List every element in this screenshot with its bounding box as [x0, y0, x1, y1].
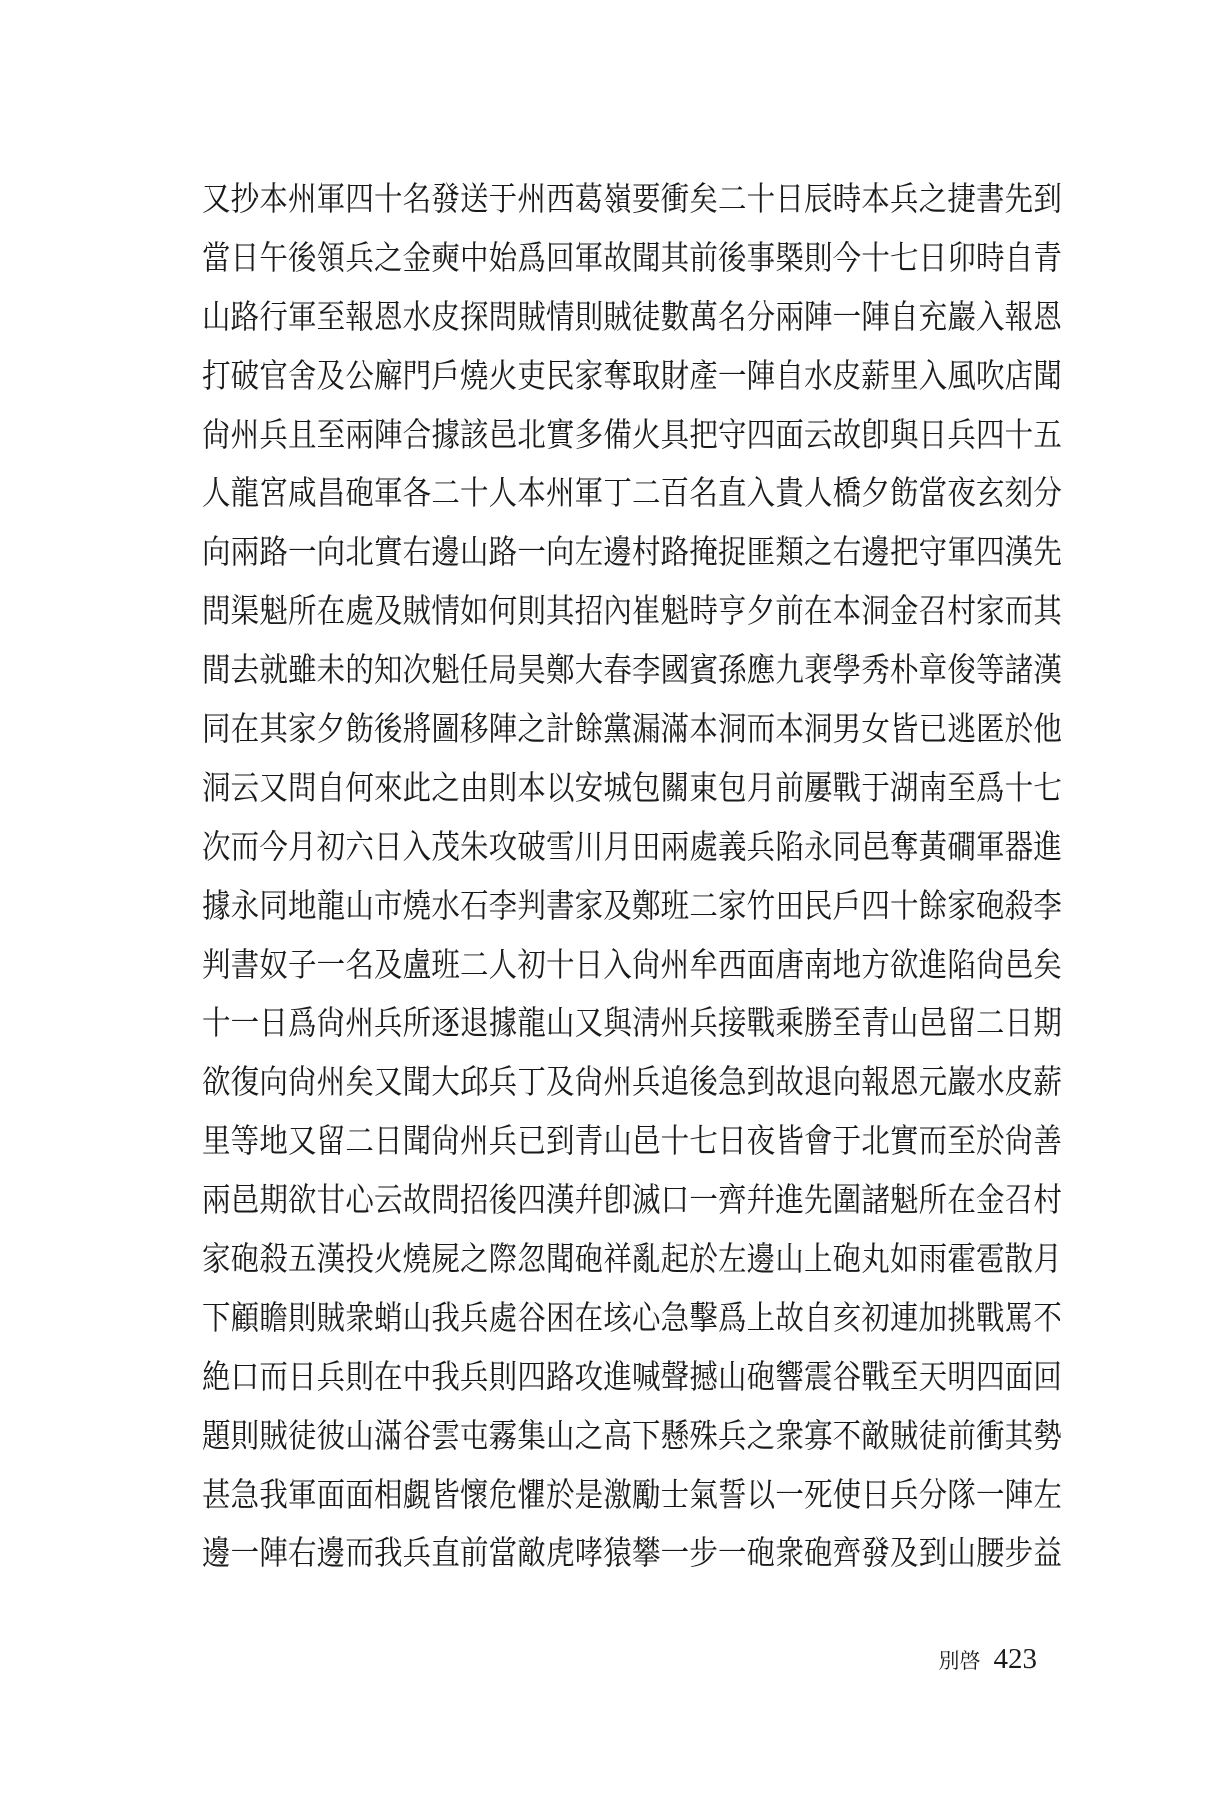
- text-line: 十一日爲尙州兵所逐退據龍山又與淸州兵接戰乘勝至青山邑留二日期: [202, 1003, 1062, 1043]
- text-line: 同在其家夕飭後將圖移陣之計餘黨漏滿本洞而本洞男女皆已逃匿於他: [202, 709, 1062, 749]
- body-text: [202, 170, 1062, 1583]
- text-line: 下顧瞻則賊衆蛸山我兵處谷困在垓心急擊爲上故自亥初連加挑戰罵不: [202, 1297, 1062, 1337]
- text-line: 題則賊徒彼山滿谷雲屯霧集山之高下懸殊兵之衆寡不敵賊徒前衝其勢: [202, 1415, 1062, 1455]
- text-line: 問渠魁所在處及賊情如何則其招內崔魁時亨夕前在本洞金召村家而其: [202, 591, 1062, 631]
- page-footer: [939, 1643, 1038, 1676]
- text-line: 人龍宮咸昌砲軍各二十人本州軍丁二百名直入貴人橋夕飭當夜玄刻分: [202, 473, 1062, 513]
- text-line: 間去就雖未的知次魁任局昊鄭大春李國賓孫應九裵學秀朴章俊等諸漢: [202, 650, 1062, 690]
- text-line: 里等地又留二日聞尙州兵已到青山邑十七日夜皆會于北實而至於尙善: [202, 1121, 1062, 1161]
- text-line: 當日午後領兵之金奭中始爲回軍故聞其前後事槩則今十七日卯時自青: [202, 237, 1062, 277]
- text-line: 據永同地龍山市燒水石李判書家及鄭班二家竹田民戶四十餘家砲殺李: [202, 885, 1062, 925]
- text-line: 次而今月初六日入茂朱攻破雪川月田兩處義兵陷永同邑奪黃磵軍器進: [202, 826, 1062, 866]
- text-line: 判書奴子一名及盧班二人初十日入尙州牟西面唐南地方欲進陷尙邑矣: [202, 944, 1062, 984]
- text-line: 向兩路一向北實右邊山路一向左邊村路掩捉匪類之右邊把守軍四漢先: [202, 532, 1062, 572]
- text-line: 甚急我軍面面相覷皆懷危懼於是激勵士氣誓以一死使日兵分隊一陣左: [202, 1474, 1062, 1514]
- footer-section-label: 別啓: [938, 1649, 981, 1673]
- text-line: 洞云又問自何來此之由則本以安城包關東包月前屢戰于湖南至爲十七: [202, 767, 1062, 807]
- text-line: 打破官舍及公廨門戶燒火吏民家奪取財產一陣自水皮薪里入風吹店聞: [202, 355, 1062, 395]
- text-line: 家砲殺五漢投火燒屍之際忽聞砲祥亂起於左邊山上砲丸如雨霍雹散月: [202, 1239, 1062, 1279]
- text-line: 兩邑期欲甘心云故問招後四漢幷卽滅口一齊幷進先圍諸魁所在金召村: [202, 1180, 1062, 1220]
- page-number: 423: [993, 1643, 1037, 1675]
- text-line: 邊一陣右邊而我兵直前當敵虎哮猿攀一步一砲衆砲齊發及到山腰步益: [202, 1533, 1062, 1573]
- text-line: 尙州兵且至兩陣合據該邑北實多備火具把守四面云故卽與日兵四十五: [202, 414, 1062, 454]
- text-line: 欲復向尙州矣又聞大邱兵丁及尙州兵追後急到故退向報恩元巖水皮薪: [202, 1062, 1062, 1102]
- text-line: 山路行軍至報恩水皮探問賊情則賊徒數萬名分兩陣一陣自充巖入報恩: [202, 296, 1062, 336]
- text-line: 又抄本州軍四十名發送于州西葛嶺要衝矣二十日辰時本兵之捷書先到: [202, 179, 1062, 218]
- text-line: 絶口而日兵則在中我兵則四路攻進喊聲撼山砲響震谷戰至天明四面回: [202, 1356, 1062, 1396]
